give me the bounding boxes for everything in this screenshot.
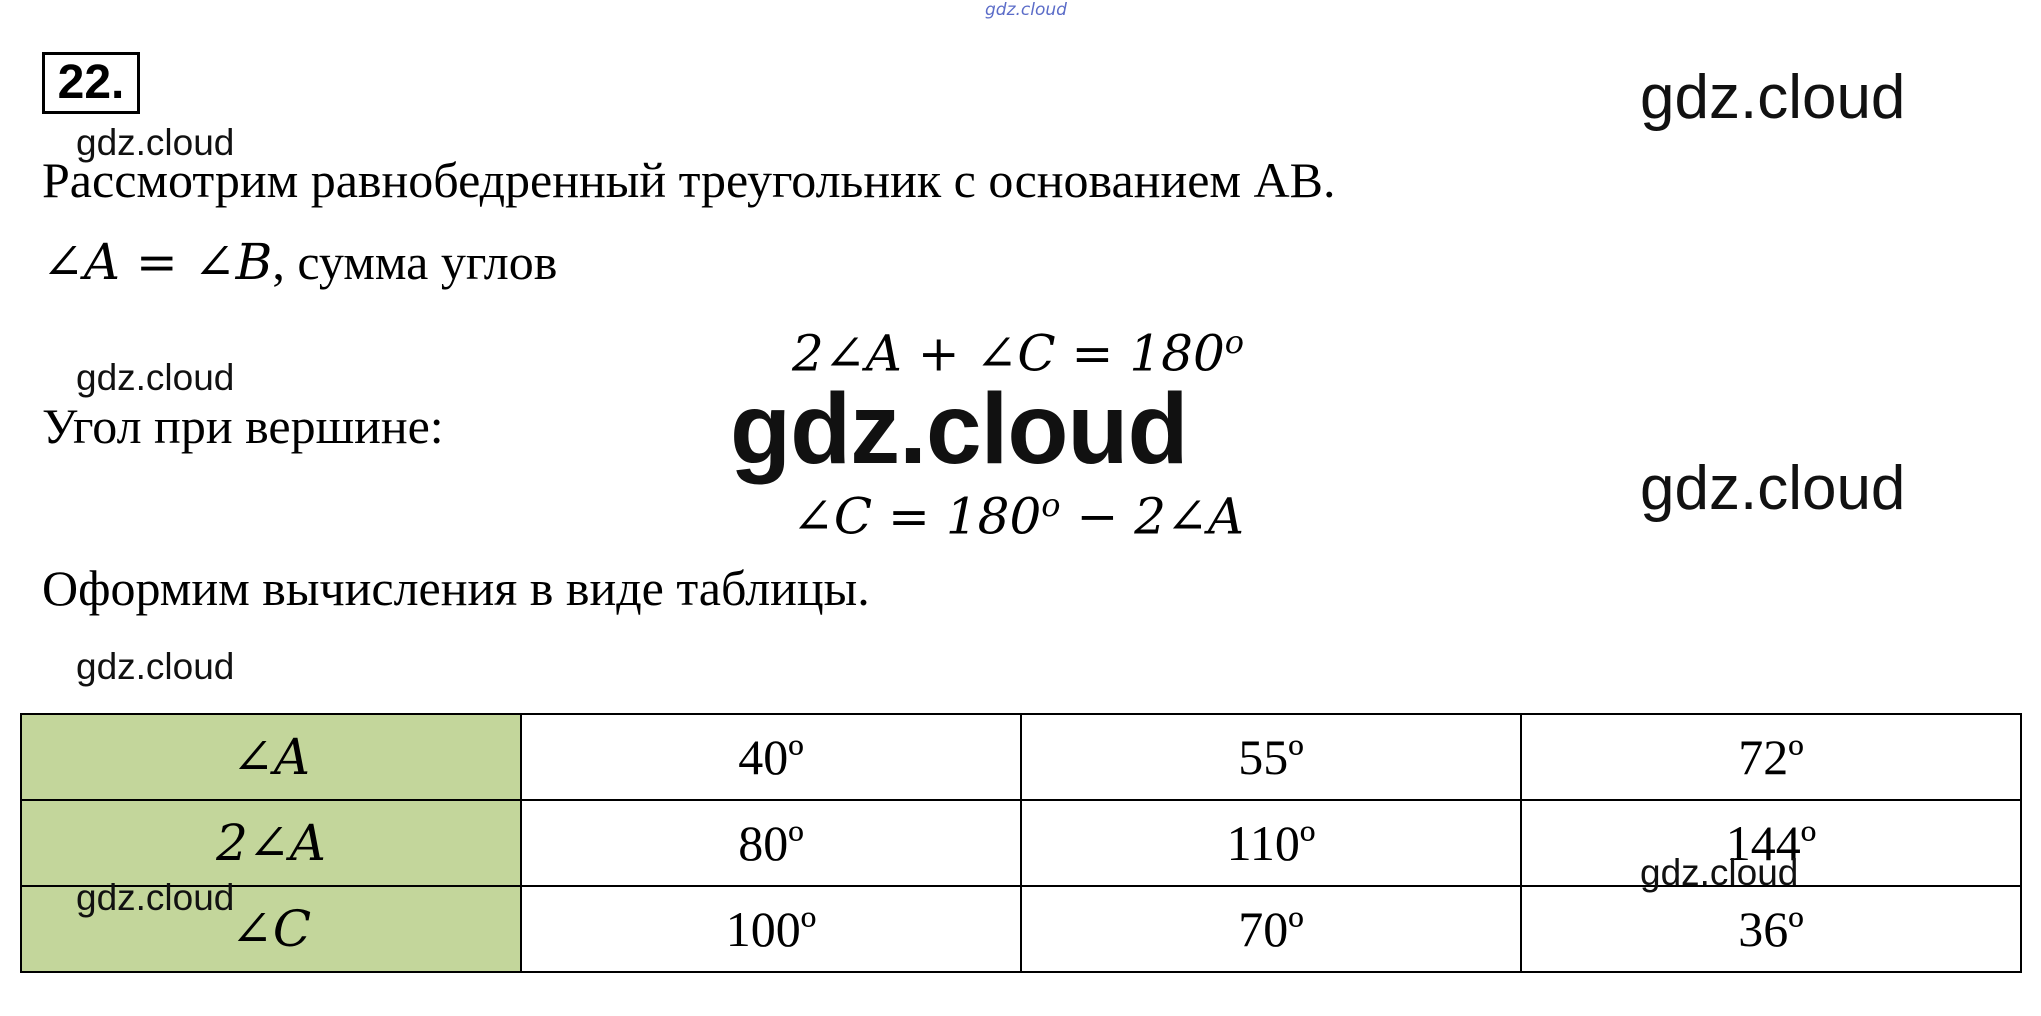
watermark: gdz.cloud <box>76 122 235 163</box>
row-label: 2∠A <box>21 800 521 886</box>
angles-equal-formula: ∠A = ∠B <box>42 233 273 291</box>
vertex-angle-formula: ∠C = $180^o$ − 2∠A <box>792 486 1245 546</box>
watermark-large: gdz.cloud <box>730 373 1188 485</box>
row-label: ∠A <box>21 714 521 800</box>
table-cell: 70º <box>1021 886 1521 972</box>
angles-sum-text: , сумма углов <box>272 234 558 290</box>
table-cell: 55º <box>1021 714 1521 800</box>
vertex-angle-text: Угол при вершине: <box>42 398 444 454</box>
angle-sum-formula: 2∠A + ∠C = $180^o$ <box>792 323 1245 383</box>
watermark: gdz.cloud <box>76 646 235 687</box>
table-cell: 110º <box>1021 800 1521 886</box>
table-row <box>21 886 2021 972</box>
table-cell: 72º <box>1521 714 2021 800</box>
table-intro-text: Оформим вычисления в виде таблицы. <box>42 560 870 616</box>
watermark: gdz.cloud <box>1640 852 1799 893</box>
angles-equal-line <box>42 232 557 292</box>
table-cell: 80º <box>521 800 1021 886</box>
watermark: gdz.cloud <box>1640 63 1906 132</box>
table-row <box>21 714 2021 800</box>
site-mark: gdz.cloud <box>985 0 1067 20</box>
row-label: ∠C <box>21 886 521 972</box>
angles-table <box>20 713 2022 973</box>
table-cell: 40º <box>521 714 1021 800</box>
table-cell: 36º <box>1521 886 2021 972</box>
table-cell: 100º <box>521 886 1021 972</box>
watermark: gdz.cloud <box>1640 454 1906 523</box>
intro-text: Рассмотрим равнобедренный треугольник с основанием АВ. <box>42 152 1336 208</box>
problem-number: 22. <box>42 52 140 114</box>
watermark: gdz.cloud <box>76 357 235 398</box>
table-cell: 144º <box>1521 800 2021 886</box>
watermark: gdz.cloud <box>76 877 235 918</box>
